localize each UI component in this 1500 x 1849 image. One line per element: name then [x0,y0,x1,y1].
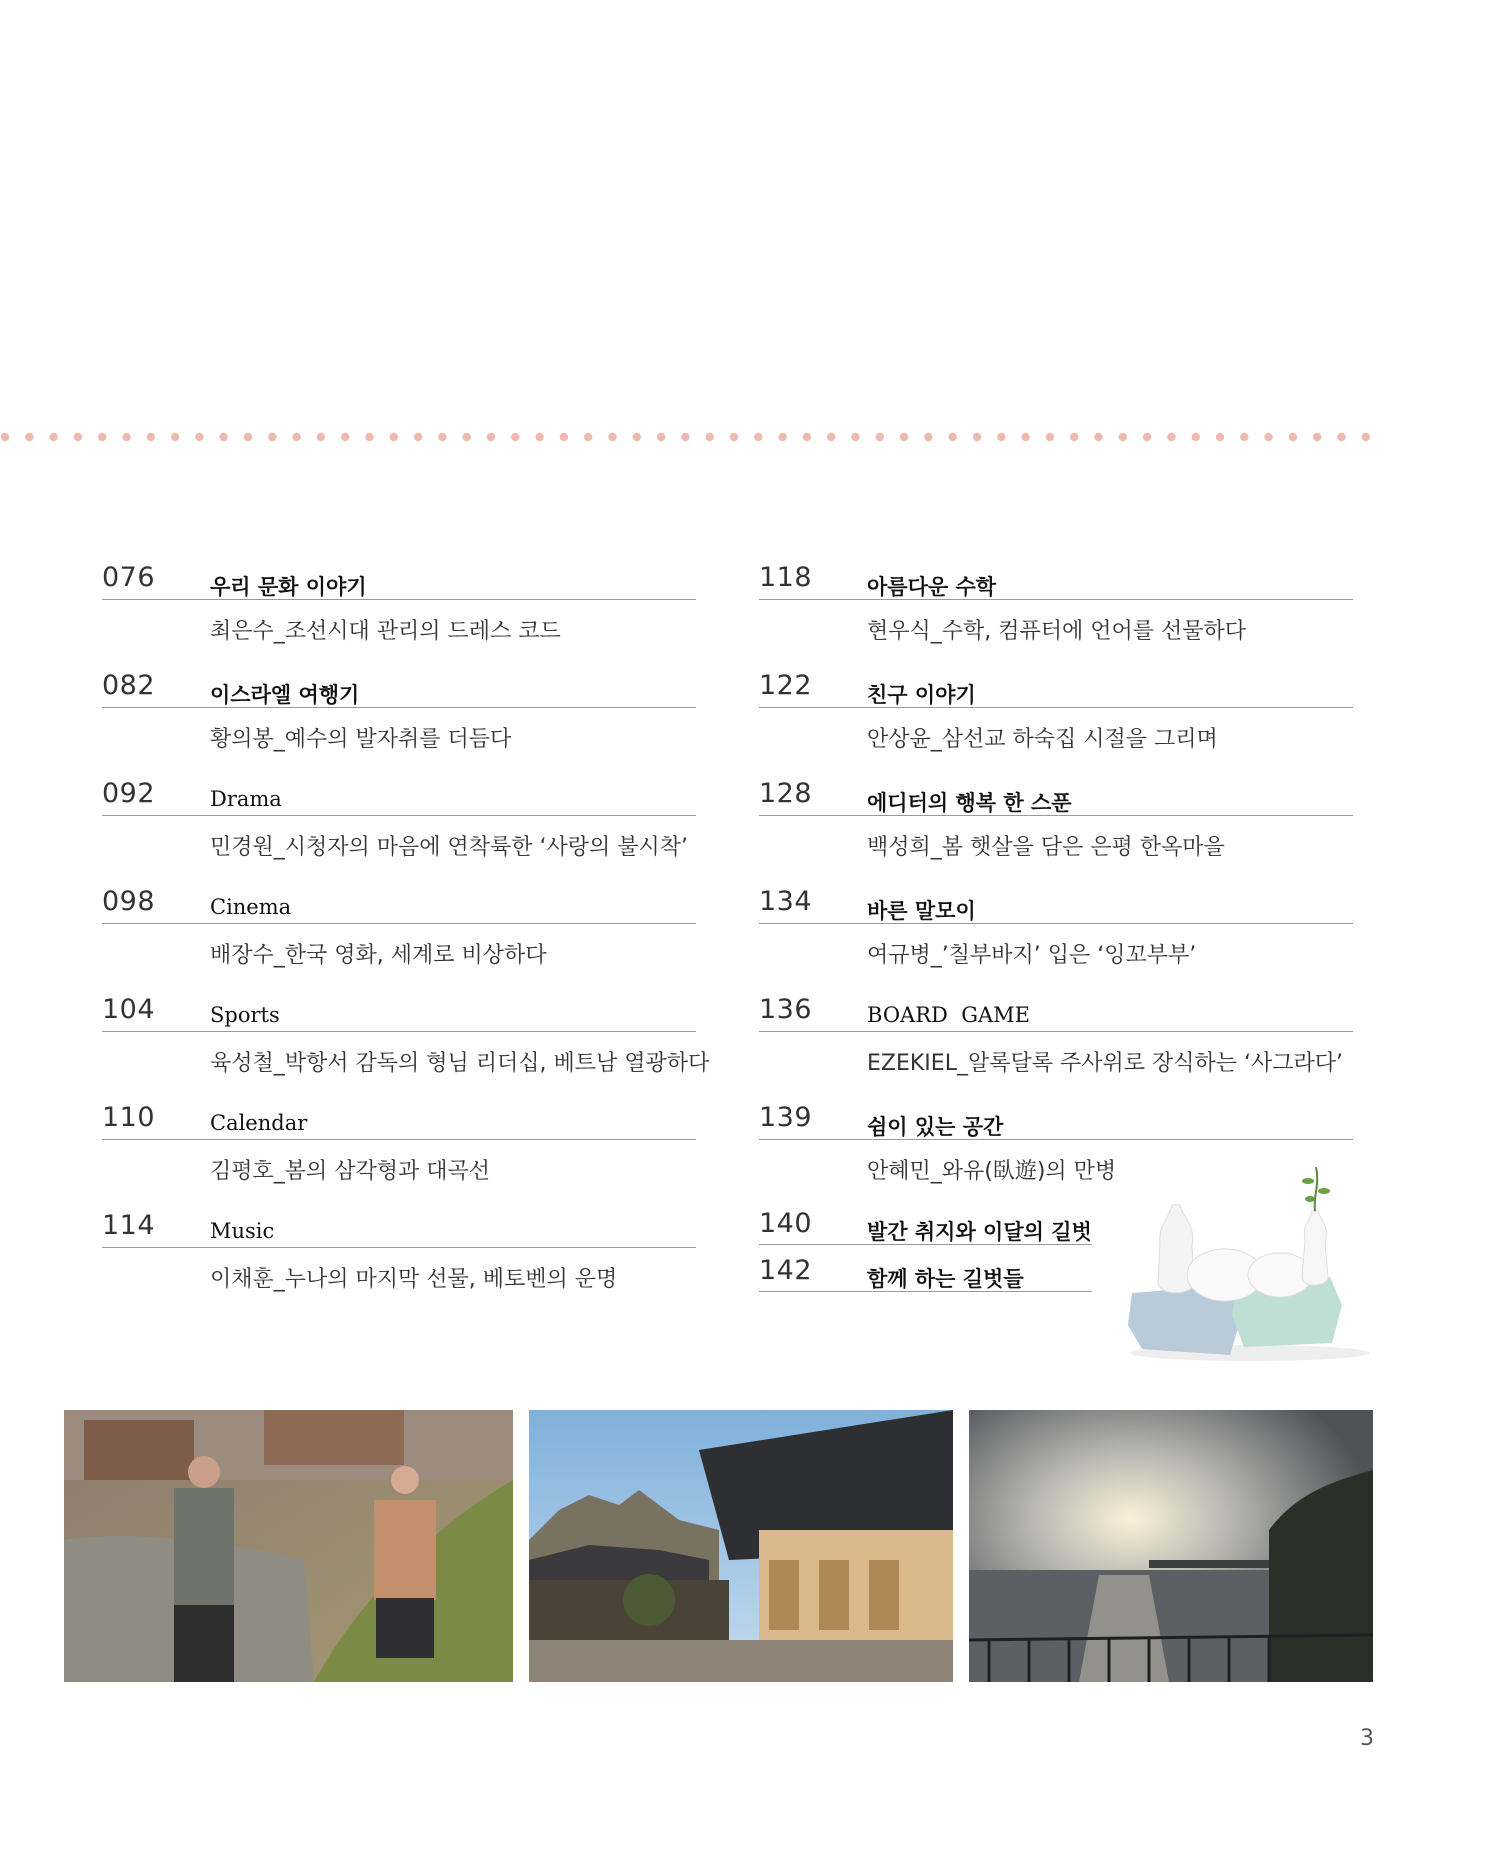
divider-dot [1240,433,1248,441]
divider-dot [1192,433,1200,441]
divider-dot [268,433,276,441]
divider-dot [25,433,33,441]
page-number-footer: 3 [1360,1726,1374,1751]
divider-dot [535,433,543,441]
page-number: 134 [759,886,813,917]
section-title: 발간 취지와 이달의 길벗 [867,1219,1092,1244]
divider-dot [1362,433,1370,441]
toc-entry[interactable] [759,990,1353,1098]
toc-entry[interactable] [102,558,696,666]
section-title: Calendar [210,1111,308,1135]
toc-entry-header [759,1098,1353,1140]
toc-entry-header [759,882,1353,924]
article-description: 민경원_시청자의 마음에 연착륙한 ‘사랑의 불시착’ [210,835,689,860]
divider-dot [390,433,398,441]
toc-entry-header [102,990,696,1032]
toc-entry-header [102,774,696,816]
page-number: 118 [759,562,813,593]
article-description: 황의봉_예수의 발자취를 더듬다 [210,727,512,752]
page-number: 076 [102,562,156,593]
divider-dot [876,433,884,441]
toc-entry[interactable] [759,774,1353,882]
toc-entry[interactable] [759,558,1353,666]
toc-entry-header [102,882,696,924]
article-description: 육성철_박항서 감독의 형님 리더십, 베트남 열광하다 [210,1051,710,1076]
article-description: 백성희_봄 햇살을 담은 은평 한옥마을 [867,835,1225,860]
toc-entry-header [102,1098,696,1140]
divider-dot [171,433,179,441]
divider-dot [244,433,252,441]
section-title: 우리 문화 이야기 [210,574,367,599]
page-number: 139 [759,1102,813,1133]
page-number: 114 [102,1210,156,1241]
divider-dot [147,433,155,441]
page-number: 122 [759,670,813,701]
porcelain-vase-photo [1120,1165,1378,1365]
divider-dot [463,433,471,441]
toc-entry[interactable] [102,666,696,774]
toc-entry-header [759,1206,1092,1245]
page-number: 098 [102,886,156,917]
section-title: 아름다운 수학 [867,574,997,599]
toc-entry[interactable] [759,882,1353,990]
divider-dot [803,433,811,441]
section-title: BOARD GAME [867,1003,1030,1027]
divider-dot [1,433,9,441]
hanok-village-photo [529,1410,953,1682]
divider-dot [1070,433,1078,441]
article-description: 여규병_’칠부바지’ 입은 ‘잉꼬부부’ [867,943,1197,968]
divider-dot [633,433,641,441]
divider-dot [560,433,568,441]
divider-dot [778,433,786,441]
divider-dot [292,433,300,441]
section-title: 이스라엘 여행기 [210,682,360,707]
divider-dot [754,433,762,441]
divider-dot [924,433,932,441]
section-title: Music [210,1219,275,1243]
toc-entry-header [102,558,696,600]
section-title: 에디터의 행복 한 스푼 [867,790,1072,815]
article-description: 현우식_수학, 컴퓨터에 언어를 선물하다 [867,619,1247,644]
divider-dot [608,433,616,441]
toc-entry-header [759,666,1353,708]
divider-dot [681,433,689,441]
page-number: 092 [102,778,156,809]
article-description: 최은수_조선시대 관리의 드레스 코드 [210,619,561,644]
divider-dot [98,433,106,441]
page-number: 136 [759,994,813,1025]
page-number: 082 [102,670,156,701]
toc-entry[interactable] [102,882,696,990]
divider-dot [1046,433,1054,441]
section-title: 바른 말모이 [867,898,976,923]
divider-dot [584,433,592,441]
toc-entry-header [759,558,1353,600]
divider-dot [49,433,57,441]
toc-entry-header [102,1206,696,1248]
divider-dot [511,433,519,441]
section-title: 함께 하는 길벗들 [867,1266,1024,1291]
page-number: 104 [102,994,156,1025]
divider-dot [827,433,835,441]
divider-dot [900,433,908,441]
divider-dot [997,433,1005,441]
page-number: 142 [759,1255,813,1286]
divider-dot [438,433,446,441]
dotted-divider [0,431,1372,443]
divider-dot [365,433,373,441]
article-description: EZEKIEL_알록달록 주사위로 장식하는 ‘사그라다’ [867,1051,1343,1076]
divider-dot [1313,433,1321,441]
article-description: 배장수_한국 영화, 세계로 비상하다 [210,943,547,968]
lake-sunset-photo [969,1410,1373,1682]
divider-dot [414,433,422,441]
divider-dot [730,433,738,441]
drama-photo [64,1410,513,1682]
section-title: 쉼이 있는 공간 [867,1114,1004,1139]
page-number: 128 [759,778,813,809]
toc-entry-header [759,774,1353,816]
divider-dot [1119,433,1127,441]
divider-dot [973,433,981,441]
article-description: 안혜민_와유(臥遊)의 만병 [867,1159,1117,1184]
divider-dot [949,433,957,441]
divider-dot [1264,433,1272,441]
divider-dot [1289,433,1297,441]
divider-dot [851,433,859,441]
divider-dot [122,433,130,441]
divider-dot [74,433,82,441]
section-title: Drama [210,787,282,811]
divider-dot [1216,433,1224,441]
toc-entry[interactable] [102,774,696,882]
toc-entry-header [759,990,1353,1032]
divider-dot [657,433,665,441]
divider-dot [1337,433,1345,441]
divider-dot [1167,433,1175,441]
section-title: 친구 이야기 [867,682,976,707]
section-title: Cinema [210,895,292,919]
article-description: 안상윤_삼선교 하숙집 시절을 그리며 [867,727,1218,752]
toc-entry[interactable] [102,990,710,1098]
article-description: 김평호_봄의 삼각형과 대곡선 [210,1159,491,1184]
toc-entry-header [759,1253,1092,1292]
divider-dot [1143,433,1151,441]
divider-dot [220,433,228,441]
divider-dot [706,433,714,441]
divider-dot [1021,433,1029,441]
toc-entry[interactable] [759,666,1353,774]
contents-left-column [102,558,710,1314]
article-description: 이채훈_누나의 마지막 선물, 베토벤의 운명 [210,1267,618,1292]
section-title: Sports [210,1003,280,1027]
toc-entry[interactable] [102,1098,696,1206]
divider-dot [1094,433,1102,441]
divider-dot [317,433,325,441]
divider-dot [341,433,349,441]
page-number: 110 [102,1102,156,1133]
toc-entry[interactable] [102,1206,696,1314]
toc-entry-header [102,666,696,708]
divider-dot [195,433,203,441]
page-number: 140 [759,1208,813,1239]
divider-dot [487,433,495,441]
